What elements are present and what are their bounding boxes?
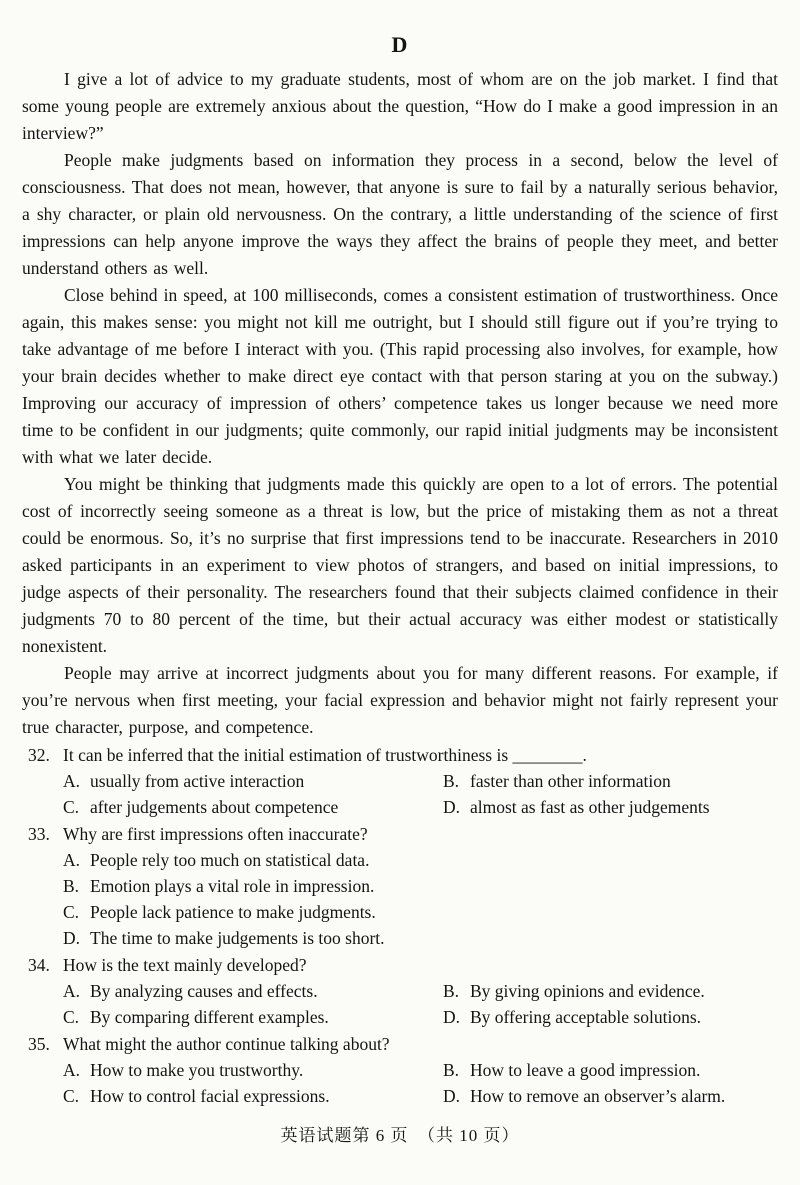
question-34-stem <box>22 952 778 978</box>
option-35-d <box>443 1083 778 1109</box>
option-text: People lack patience to make judgments. <box>90 902 376 922</box>
option-label: A. <box>63 850 81 870</box>
option-label: A. <box>63 981 81 1001</box>
option-label: A. <box>63 771 81 791</box>
page-footer: 英语试题第 6 页 （共 10 页） <box>280 1126 520 1145</box>
option-33-c <box>63 899 778 925</box>
question-text: How is the text mainly developed? <box>63 955 307 975</box>
option-label: B. <box>63 876 80 896</box>
option-text: faster than other information <box>470 771 671 791</box>
option-label: D. <box>63 928 81 948</box>
question-35-options <box>63 1057 778 1109</box>
question-33-options <box>63 847 778 951</box>
passage-paragraph-1: I give a lot of advice to my graduate students, most of whom are on the job market. I find that some young people are extremely anxious about the question, “How do I make a good impression in an interview?” <box>22 69 778 143</box>
passage-section-title: D <box>391 32 409 57</box>
option-label: D. <box>443 1007 461 1027</box>
passage-paragraph-2: People make judgments based on information they process in a second, below the level of consciousness. That does not mean, however, that anyone is sure to fail by a naturally serious behavior, a shy character, or plain old nervousness. On the contrary, a little understanding of the science of first impressions can help anyone improve the ways they affect the brains of people they meet, and better understand others as well. <box>22 150 778 278</box>
option-34-b <box>443 978 778 1004</box>
question-32-stem <box>22 742 778 768</box>
option-label: A. <box>63 1060 81 1080</box>
question-number: 32. <box>28 745 50 765</box>
question-text: What might the author continue talking about? <box>63 1034 390 1054</box>
option-text: How to leave a good impression. <box>470 1060 701 1080</box>
question-text: Why are first impressions often inaccurate? <box>63 824 368 844</box>
option-label: B. <box>443 1060 460 1080</box>
option-35-b <box>443 1057 778 1083</box>
option-text: By giving opinions and evidence. <box>470 981 705 1001</box>
option-32-c <box>63 794 443 820</box>
question-number: 34. <box>28 955 50 975</box>
option-label: C. <box>63 1086 80 1106</box>
option-label: B. <box>443 771 460 791</box>
option-text: How to make you trustworthy. <box>90 1060 304 1080</box>
question-34-options <box>63 978 778 1030</box>
option-text: By analyzing causes and effects. <box>90 981 318 1001</box>
question-32-options <box>63 768 778 820</box>
option-text: By offering acceptable solutions. <box>470 1007 702 1027</box>
question-33 <box>22 821 778 951</box>
option-text: How to remove an observer’s alarm. <box>470 1086 726 1106</box>
option-32-b <box>443 768 778 794</box>
question-35-stem <box>22 1031 778 1057</box>
option-label: B. <box>443 981 460 1001</box>
option-34-a <box>63 978 443 1004</box>
option-34-c <box>63 1004 443 1030</box>
question-text: It can be inferred that the initial estimation of trustworthiness is ________. <box>63 745 587 765</box>
option-35-c <box>63 1083 443 1109</box>
question-32 <box>22 742 778 820</box>
option-33-a <box>63 847 778 873</box>
option-33-d <box>63 925 778 951</box>
option-text: after judgements about competence <box>90 797 339 817</box>
question-34 <box>22 952 778 1030</box>
option-text: People rely too much on statistical data. <box>90 850 370 870</box>
option-text: almost as fast as other judgements <box>470 797 710 817</box>
option-label: C. <box>63 902 80 922</box>
passage-paragraph-5: People may arrive at incorrect judgments about you for many different reasons. For example, if you’re nervous when first meeting, your facial expression and behavior might not fairly represent your true character, purpose, and competence. <box>22 663 778 737</box>
option-35-a <box>63 1057 443 1083</box>
option-text: Emotion plays a vital role in impression. <box>90 876 375 896</box>
option-34-d <box>443 1004 778 1030</box>
passage-paragraph-3: Close behind in speed, at 100 milliseconds, comes a consistent estimation of trustworthiness. Once again, this makes sense: you might not kill me outright, but I should still figure out if you’re trying to take advantage of me before I interact with you. (This rapid processing also involves, for example, how your brain decides whether to make direct eye contact with that person staring at you on the subway.) Improving our accuracy of impression of others’ competence takes us longer because we need more time to be confident in our judgments; quite commonly, our rapid initial judgments may be inconsistent with what we later decide. <box>22 285 778 467</box>
option-label: C. <box>63 1007 80 1027</box>
option-text: By comparing different examples. <box>90 1007 329 1027</box>
option-32-a <box>63 768 443 794</box>
option-text: How to control facial expressions. <box>90 1086 330 1106</box>
option-text: The time to make judgements is too short. <box>90 928 385 948</box>
option-label: D. <box>443 797 461 817</box>
question-number: 35. <box>28 1034 50 1054</box>
option-text: usually from active interaction <box>90 771 305 791</box>
option-label: C. <box>63 797 80 817</box>
question-35 <box>22 1031 778 1109</box>
passage-paragraph-4: You might be thinking that judgments made this quickly are open to a lot of errors. The potential cost of incorrectly seeing someone as a threat is low, but the price of mistaking them as not a threat could be enormous. So, it’s no surprise that first impressions tend to be inaccurate. Researchers in 2010 asked participants in an experiment to view photos of strangers, and based on initial impressions, to judge aspects of their personality. The researchers found that their subjects claimed confidence in their judgments 70 to 80 percent of the time, but their actual accuracy was either modest or statistically nonexistent. <box>22 474 778 656</box>
option-32-d <box>443 794 778 820</box>
question-number: 33. <box>28 824 50 844</box>
option-label: D. <box>443 1086 461 1106</box>
question-33-stem <box>22 821 778 847</box>
option-33-b <box>63 873 778 899</box>
